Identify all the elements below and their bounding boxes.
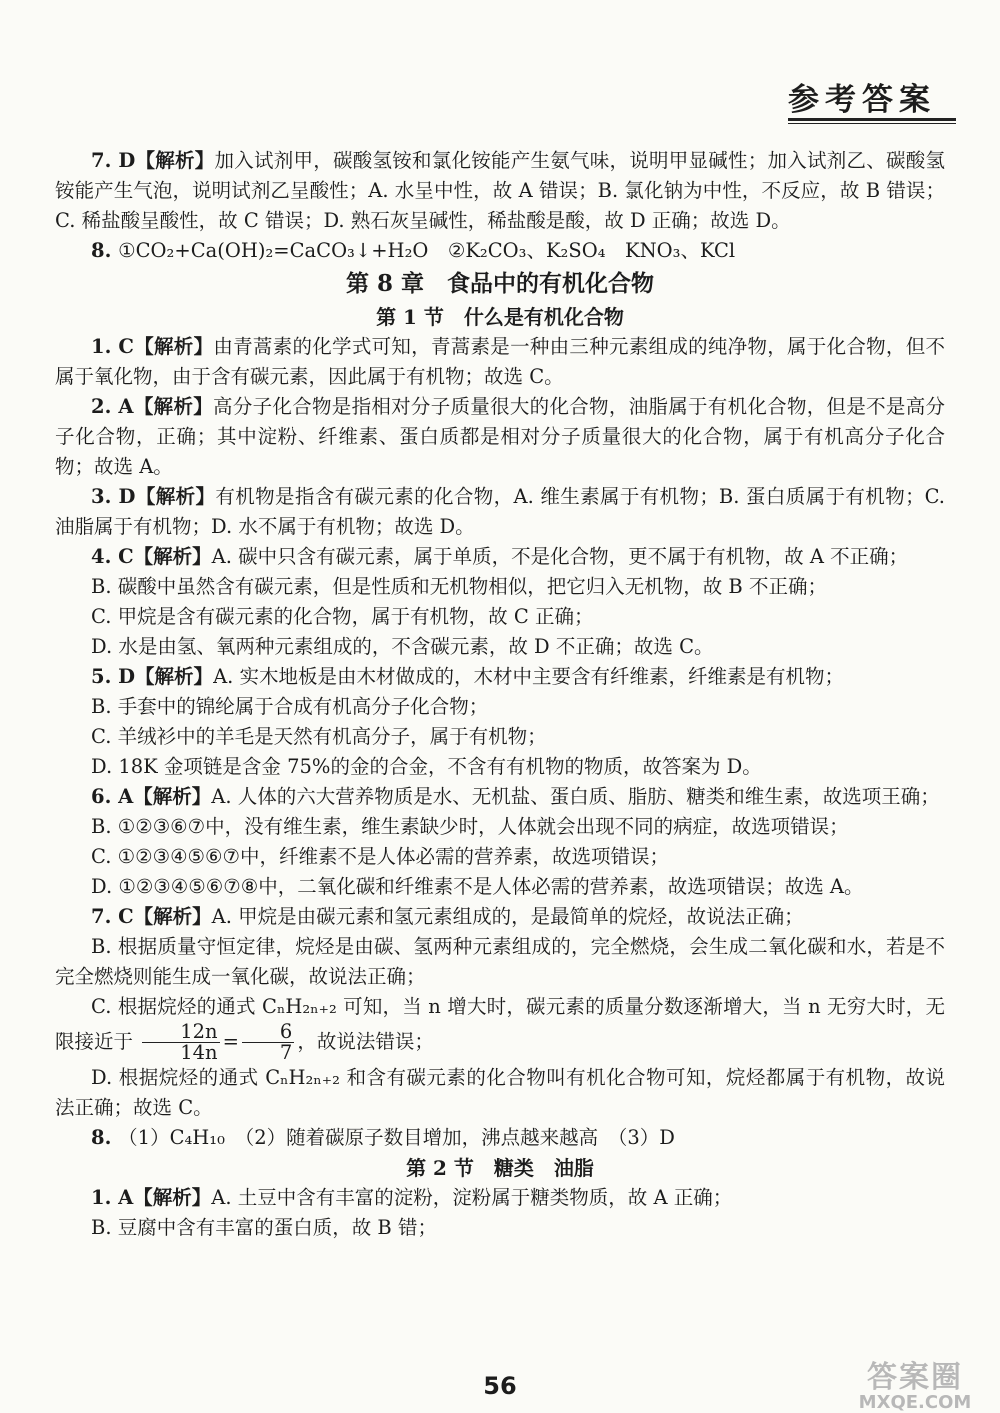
answer-paragraph: [55, 902, 945, 932]
answer-text: 加入试剂甲，碳酸氢铵和氯化铵能产生氨气味，说明甲显碱性；加入试剂乙、碳酸氢铵能产生气泡，说明试剂乙呈酸性；A. 水呈中性，故 A 错误；B. 氯化钠为中性，不反应，故 B 错误；C. 稀盐酸呈酸性，故 C 错误；D. 熟石灰呈碱性，稀盐酸是酸，故 D 正确；故选 D。: [55, 149, 945, 232]
header-title: 参考答案: [788, 82, 936, 118]
header-rule: [788, 118, 956, 121]
answer-paragraph: [55, 812, 945, 842]
fraction: [142, 1022, 219, 1063]
answer-label: 6. A【解析】: [91, 785, 212, 808]
answer-label: 8.: [91, 239, 119, 262]
answer-text: C. 羊绒衫中的羊毛是天然有机高分子，属于有机物；: [91, 725, 547, 748]
answer-paragraph: [55, 1063, 945, 1123]
answer-label: 7. D【解析】: [91, 149, 215, 172]
answer-text: A. 人体的六大营养物质是水、无机盐、蛋白质、脂肪、糖类和维生素，故选项王确；: [211, 785, 940, 808]
answer-text: D. ①②③④⑤⑥⑦⑧中，二氧化碳和纤维素不是人体必需的营养素，故选项错误；故选 A。: [91, 875, 864, 898]
answer-paragraph: [55, 482, 945, 542]
answer-paragraph: [55, 932, 945, 992]
answer-text: B. 手套中的锦纶属于合成有机高分子化合物；: [91, 695, 489, 718]
answer-text: （1）C₄H₁₀ （2）随着碳原子数目增加，沸点越来越高 （3）D: [118, 1126, 675, 1149]
fraction-denominator: 7: [279, 1041, 293, 1064]
answer-paragraph: [55, 752, 945, 782]
answer-content: [55, 146, 945, 1243]
answer-label: 4. C【解析】: [91, 545, 212, 568]
section-title: 第 1 节 什么是有机化合物: [376, 305, 624, 329]
answer-paragraph: [55, 332, 945, 392]
answer-paragraph: [55, 872, 945, 902]
answer-paragraph: [55, 236, 945, 266]
answer-paragraph: [55, 1213, 945, 1243]
watermark-logo: [840, 1352, 990, 1413]
fraction: [242, 1022, 294, 1063]
answer-text: 有机物是指含有碳元素的化合物，A. 维生素属于有机物；B. 蛋白质属于有机物；C. 油脂属于有机物；D. 水不属于有机物；故选 D。: [55, 485, 945, 538]
watermark-url: MXQE.COM: [858, 1392, 972, 1413]
answer-label: 2. A【解析】: [91, 395, 214, 418]
answer-label: 7. C【解析】: [91, 905, 212, 928]
answer-paragraph: [55, 146, 945, 236]
answer-text: A. 土豆中含有丰富的淀粉，淀粉属于糖类物质，故 A 正确；: [211, 1186, 733, 1209]
answer-text: ①CO₂+Ca(OH)₂=CaCO₃↓+H₂O ②K₂CO₃、K₂SO₄ KNO₃、KCl: [118, 239, 736, 262]
answer-paragraph: [55, 842, 945, 872]
answer-paragraph: [55, 1183, 945, 1213]
answer-text: 由青蒿素的化学式可知，青蒿素是一种由三种元素组成的纯净物，属于化合物，但不属于氧化物，由于含有碳元素，因此属于有机物；故选 C。: [55, 335, 945, 388]
answer-text: 高分子化合物是指相对分子质量很大的化合物，油脂属于有机化合物，但是不是高分子化合物，正确；其中淀粉、纤维素、蛋白质都是相对分子质量很大的化合物，属于有机高分子化合物；故选 A。: [55, 395, 945, 478]
answer-paragraph: [55, 722, 945, 752]
answer-label: 5. D【解析】: [91, 665, 214, 688]
answer-text: D. 水是由氢、氧两种元素组成的，不含碳元素，故 D 不正确；故选 C。: [91, 635, 714, 658]
answer-paragraph: [55, 392, 945, 482]
answer-paragraph: [55, 662, 945, 692]
answer-paragraph: [55, 692, 945, 722]
answer-text: A. 碳中只含有碳元素，属于单质，不是化合物，更不属于有机物，故 A 不正确；: [211, 545, 909, 568]
fraction-denominator: 14n: [180, 1041, 218, 1064]
answer-text: D. 18K 金项链是含金 75%的金的合金，不含有有机物的物质，故答案为 D。: [91, 755, 762, 778]
page-header: [788, 74, 958, 124]
answer-text: B. 豆腐中含有丰富的蛋白质，故 B 错；: [91, 1216, 437, 1239]
answer-text: B. 碳酸中虽然含有碳元素，但是性质和无机物相似，把它归入无机物，故 B 不正确；: [91, 575, 827, 598]
answer-text: C. 甲烷是含有碳元素的化合物，属于有机物，故 C 正确；: [91, 605, 594, 628]
answer-text: A. 甲烷是由碳元素和氢元素组成的，是最简单的烷烃，故说法正确；: [211, 905, 804, 928]
answer-text: ，故说法错误；: [297, 1030, 434, 1053]
answer-text: D. 根据烷烃的通式 CₙH₂ₙ₊₂ 和含有碳元素的化合物叫有机化合物可知，烷烃都属于有机物，故说法正确；故选 C。: [55, 1066, 945, 1119]
page-number: 56: [483, 1372, 517, 1400]
answer-label: 8.: [91, 1126, 119, 1149]
answer-paragraph: [55, 782, 945, 812]
answer-paragraph: [55, 542, 945, 572]
header-rule-thin: [788, 123, 956, 124]
answer-text: B. 根据质量守恒定律，烷烃是由碳、氢两种元素组成的，完全燃烧，会生成二氧化碳和水，若是不完全燃烧则能生成一氧化碳，故说法正确；: [55, 935, 945, 988]
watermark-logo-text: 答案圈: [867, 1360, 963, 1395]
answer-label: 3. D【解析】: [91, 485, 216, 508]
answer-paragraph: [55, 602, 945, 632]
answer-label: 1. C【解析】: [91, 335, 214, 358]
fraction-numerator: 6: [242, 1022, 294, 1043]
answer-text: C. 根据烷烃的通式 CₙH₂ₙ₊₂ 可知，当 n 增大时，碳元素的质量分数逐渐增大，当 n 无穷大时，无限接近于: [55, 995, 945, 1053]
section-title: 第 2 节 糖类 油脂: [406, 1156, 594, 1180]
answer-paragraph: [55, 1123, 945, 1153]
answer-text: B. ①②③⑥⑦中，没有维生素，维生素缺少时，人体就会出现不同的病症，故选项错误；: [91, 815, 849, 838]
answer-paragraph: [55, 992, 945, 1063]
answer-label: 1. A【解析】: [91, 1186, 212, 1209]
fraction-numerator: 12n: [142, 1022, 219, 1043]
chapter-title: 第 8 章 食品中的有机化合物: [345, 270, 655, 297]
answer-text: A. 实木地板是由木材做成的，木材中主要含有纤维素，纤维素是有机物；: [213, 665, 845, 688]
answer-paragraph: [55, 632, 945, 662]
answer-text: C. ①②③④⑤⑥⑦中，纤维素不是人体必需的营养素，故选项错误；: [91, 845, 669, 868]
answer-text: =: [222, 1030, 239, 1053]
answer-paragraph: [55, 572, 945, 602]
